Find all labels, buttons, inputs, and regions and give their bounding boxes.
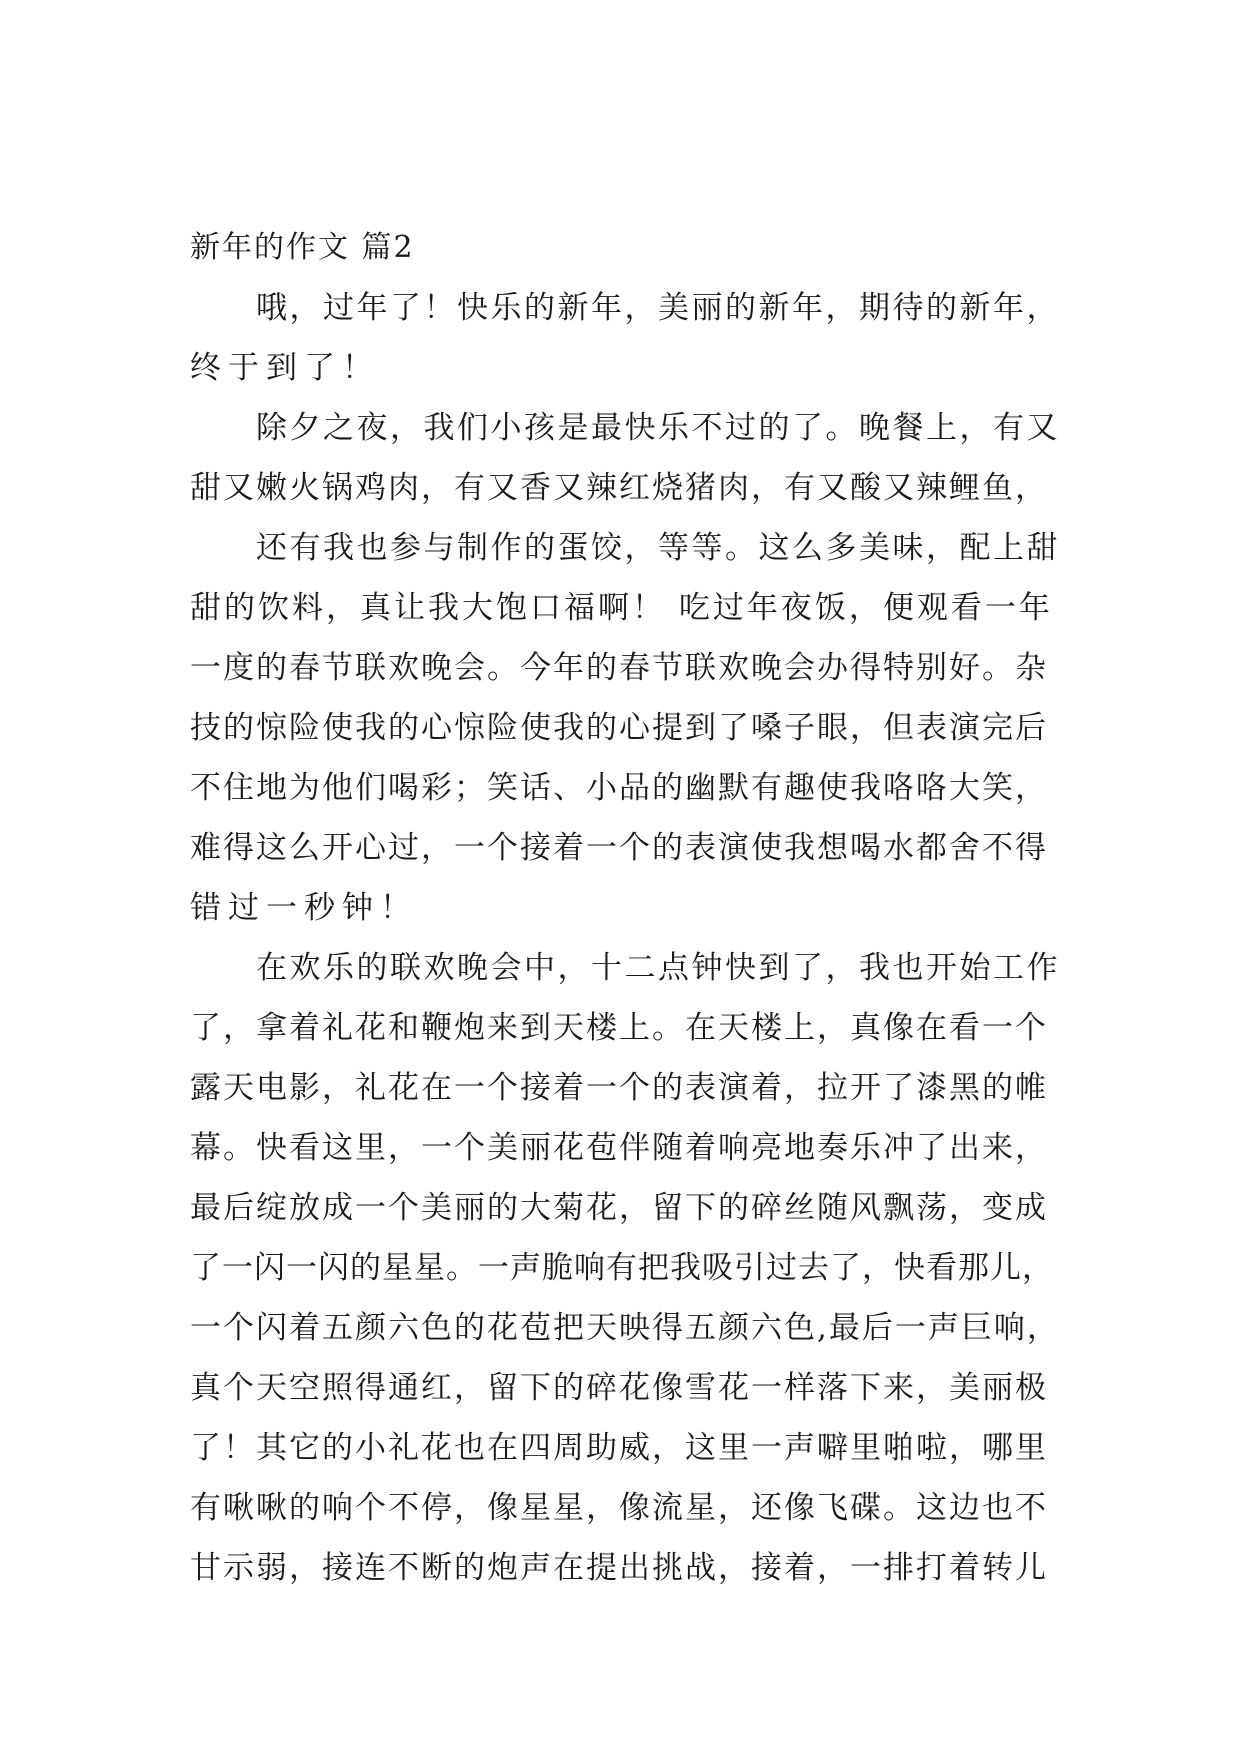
text-line: 一个闪着五颜六色的花苞把天映得五颜六色,最后一声巨响，	[190, 1310, 1060, 1346]
document-title: 新年的作文 篇2	[190, 230, 415, 265]
text-line: 还有我也参与制作的蛋饺，等等。这么多美味，配上甜	[256, 530, 1060, 566]
text-line: 难得这么开心过，一个接着一个的表演使我想喝水都舍不得	[190, 830, 1048, 866]
paragraph-2	[190, 398, 1060, 518]
text-line: 错过一秒钟！	[190, 890, 418, 926]
text-line: 有啾啾的响个不停，像星星，像流星，还像飞碟。这边也不	[190, 1490, 1048, 1526]
text-line: 终于到了！	[190, 350, 380, 386]
text-line: 露天电影，礼花在一个接着一个的表演着，拉开了漆黑的帷	[190, 1070, 1048, 1106]
text-line: 了！其它的小礼花也在四周助威，这里一声噼里啪啦，哪里	[190, 1430, 1048, 1466]
text-line: 除夕之夜，我们小孩是最快乐不过的了。晚餐上，有又	[256, 410, 1060, 446]
text-line: 甜又嫩火锅鸡肉，有又香又辣红烧猪肉，有又酸又辣鲤鱼，	[190, 470, 1048, 506]
text-line: 一度的春节联欢晚会。今年的春节联欢晚会办得特别好。杂	[190, 650, 1048, 686]
text-line: 最后绽放成一个美丽的大菊花，留下的碎丝随风飘荡，变成	[190, 1190, 1048, 1226]
text-line: 真个天空照得通红，留下的碎花像雪花一样落下来，美丽极	[190, 1370, 1048, 1406]
text-line: 甘示弱，接连不断的炮声在提出挑战，接着，一排打着转儿	[190, 1550, 1048, 1586]
text-line: 哦，过年了！快乐的新年，美丽的新年，期待的新年，	[256, 290, 1060, 326]
paragraph-1	[190, 278, 1060, 398]
text-line: 了一闪一闪的星星。一声脆响有把我吸引过去了，快看那儿，	[190, 1250, 1054, 1286]
text-line: 甜的饮料，真让我大饱口福啊！ 吃过年夜饭，便观看一年	[190, 590, 1053, 626]
paragraph-3	[190, 518, 1060, 938]
text-line: 技的惊险使我的心惊险使我的心提到了嗓子眼，但表演完后	[190, 710, 1048, 746]
text-line: 幕。快看这里，一个美丽花苞伴随着响亮地奏乐冲了出来，	[190, 1130, 1048, 1166]
text-line: 了，拿着礼花和鞭炮来到天楼上。在天楼上，真像在看一个	[190, 1010, 1048, 1046]
text-line: 不住地为他们喝彩；笑话、小品的幽默有趣使我咯咯大笑，	[190, 770, 1048, 806]
text-line: 在欢乐的联欢晚会中，十二点钟快到了，我也开始工作	[256, 950, 1060, 986]
document-page	[190, 218, 1060, 1598]
paragraph-4	[190, 938, 1060, 1598]
